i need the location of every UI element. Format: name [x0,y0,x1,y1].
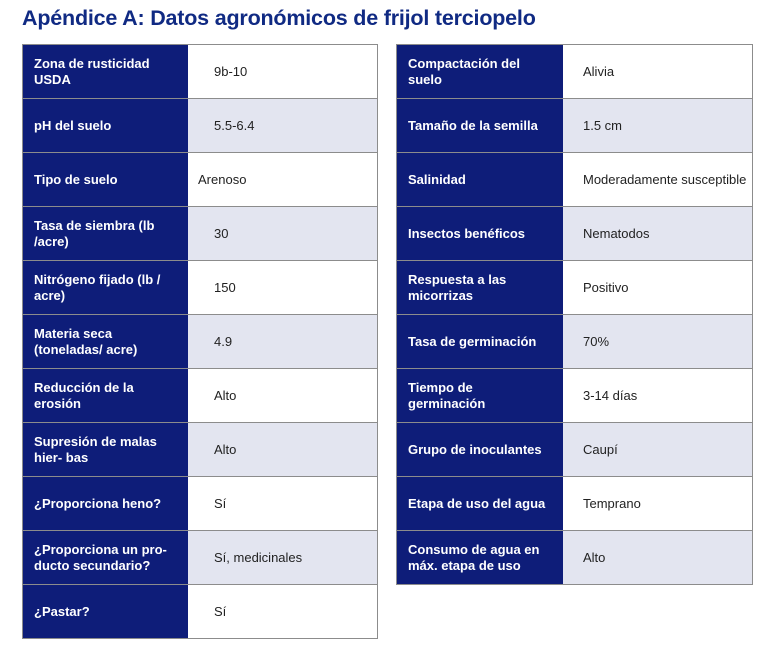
table-row [23,260,377,314]
row-label: Nitrógeno fijado (lb / acre) [23,261,188,314]
row-label: Tasa de germinación [397,315,563,368]
row-label: Supresión de malas hier- bas [23,423,188,476]
table-row [23,314,377,368]
row-value: Alto [563,531,752,584]
row-value: 3-14 días [563,369,752,422]
row-label: Reducción de la erosión [23,369,188,422]
table-row [23,584,377,638]
row-value: 1.5 cm [563,99,752,152]
table-row [23,368,377,422]
row-label: Materia seca (toneladas/ acre) [23,315,188,368]
row-label: Tasa de siembra (lb /acre) [23,207,188,260]
row-value: Temprano [563,477,752,530]
row-value: Sí, medicinales [188,531,377,584]
row-value: Nematodos [563,207,752,260]
row-label: ¿Proporciona heno? [23,477,188,530]
table-row [23,45,377,98]
row-label: Tipo de suelo [23,153,188,206]
table-row [397,314,752,368]
row-label: Grupo de inoculantes [397,423,563,476]
row-value: 70% [563,315,752,368]
row-value: 9b-10 [188,45,377,98]
table-row [397,368,752,422]
row-value: Alivia [563,45,752,98]
row-label: Zona de rusticidad USDA [23,45,188,98]
row-value: 4.9 [188,315,377,368]
row-label: Tamaño de la semilla [397,99,563,152]
table-row [397,98,752,152]
row-value: Alto [188,423,377,476]
row-value: Alto [188,369,377,422]
row-value: 5.5-6.4 [188,99,377,152]
row-value: Positivo [563,261,752,314]
row-value: Moderadamente susceptible [563,153,752,206]
table-row [23,152,377,206]
row-value: Sí [188,477,377,530]
row-value: 30 [188,207,377,260]
row-value: Sí [188,585,377,638]
row-label: pH del suelo [23,99,188,152]
table-row [397,530,752,584]
left-data-table [22,44,378,639]
table-row [23,530,377,584]
table-row [397,45,752,98]
table-row [23,476,377,530]
row-label: Compactación del suelo [397,45,563,98]
row-label: Etapa de uso del agua [397,477,563,530]
row-label: ¿Pastar? [23,585,188,638]
table-row [397,476,752,530]
table-row [23,422,377,476]
row-label: Respuesta a las micorrizas [397,261,563,314]
table-row [397,152,752,206]
table-row [23,98,377,152]
row-label: Insectos benéficos [397,207,563,260]
row-value: Caupí [563,423,752,476]
table-row [397,422,752,476]
row-label: Salinidad [397,153,563,206]
right-data-table [396,44,753,585]
table-row [397,260,752,314]
row-label: Consumo de agua en máx. etapa de uso [397,531,563,584]
row-value: 150 [188,261,377,314]
table-row [23,206,377,260]
page-title: Apéndice A: Datos agronómicos de frijol terciopelo [22,6,536,30]
row-label: ¿Proporciona un pro- ducto secundario? [23,531,188,584]
row-label: Tiempo de germinación [397,369,563,422]
row-value: Arenoso [188,153,377,206]
table-row [397,206,752,260]
